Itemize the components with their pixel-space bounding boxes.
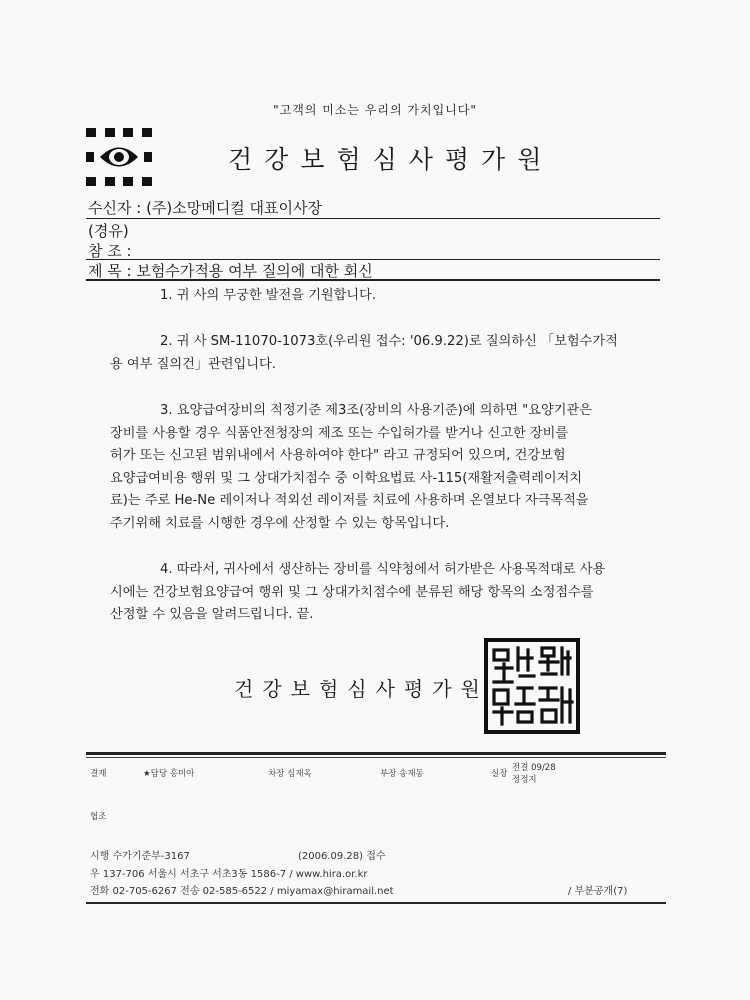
header-divider	[86, 218, 660, 219]
reference-label: 참 조 :	[88, 242, 132, 260]
organization-title: 건강보험심사평가원	[228, 145, 554, 174]
disclosure-status: / 부분공개(7)	[568, 886, 628, 897]
paragraph-line: 장비를 사용할 경우 식품안전청장의 제조 또는 수입허가를 받거나 신고한 장비를	[110, 425, 569, 441]
enforcement-number: 시행 수가기준부-3167	[90, 851, 190, 862]
approver-office: 실장	[491, 769, 508, 779]
paragraph-line: 1. 귀 사의 무궁한 발전을 기원합니다.	[160, 288, 377, 303]
subject-value: 보험수가적용 여부 질의에 대한 회신	[136, 262, 373, 280]
paragraph-line: 료)는 주로 He-Ne 레이저나 적외선 레이저를 치료에 사용하며 온열보다 자극목적을	[110, 493, 589, 508]
enforcement-date: (2006.09.28) 접수	[298, 851, 386, 862]
approver-head: 부장 송재동	[380, 769, 424, 779]
subject-label: 제 목 :	[88, 262, 132, 280]
header-divider	[86, 279, 660, 281]
approval-label: 결재	[90, 769, 107, 779]
approval-rule	[86, 757, 666, 758]
motto: "고객의 미소는 우리의 가치입니다"	[273, 103, 477, 117]
paragraph-line: 용 여부 질의건」관련입니다.	[110, 356, 276, 372]
approval-final: 전결 09/28	[512, 763, 556, 773]
recipient-row	[88, 197, 322, 218]
approver-chief: 차장 심재옥	[268, 769, 312, 779]
recipient-value: (주)소망메디컬 대표이사장	[146, 199, 322, 217]
footer-rule	[86, 902, 666, 904]
paragraph-line: 허가 또는 신고된 범위내에서 사용하여야 한다" 라고 규정되어 있으며, 건강보험	[110, 448, 566, 463]
paragraph-line: 산정할 수 있음을 알려드립니다. 끝.	[110, 607, 314, 622]
via-label: (경유)	[88, 222, 129, 240]
cooperation-label: 협조	[90, 812, 107, 822]
organization-logo-icon	[86, 128, 152, 186]
paragraph-line: 주기위해 치료를 시행한 경우에 산정할 수 있는 항목입니다.	[110, 515, 450, 531]
approval-rule	[86, 752, 666, 755]
postal-address: 우 137-706 서울시 서초구 서초3동 1586-7 / www.hira.or.kr	[90, 869, 368, 880]
reference-row	[88, 240, 132, 261]
approval-final-name: 정정지	[512, 775, 537, 785]
recipient-label: 수신자 :	[88, 199, 142, 217]
contact-info: 전화 02-705-6267 전송 02-585-6522 / miyamax@hiramail.net	[90, 886, 394, 897]
paragraph-2	[110, 331, 676, 376]
approver-manager: ★담당 홍미아	[143, 769, 195, 779]
paragraph-1	[160, 285, 726, 308]
official-seal-icon	[484, 638, 580, 734]
subject-row	[88, 260, 373, 281]
signature-organization: 건강보험심사평가원	[234, 677, 489, 701]
paragraph-line: 4. 따라서, 귀사에서 생산하는 장비를 식약청에서 허가받은 사용목적대로 사용	[160, 562, 606, 577]
paragraph-line: 요양급여비용 행위 및 그 상대가치점수 중 이학요법료 사-115(재활저출력레이저치	[110, 470, 583, 486]
paragraph-line: 시에는 건강보험요양급여 행위 및 그 상대가치점수에 분류된 해당 항목의 소정점수를	[110, 584, 594, 600]
paragraph-line: 2. 귀 사 SM-11070-1073호(우리원 접수: '06.9.22)로 질의하신 「보험수가적	[160, 334, 618, 349]
paragraph-line: 3. 요양급여장비의 적정기준 제3조(장비의 사용기준)에 의하면 "요양기관은	[160, 403, 592, 418]
paragraph-4	[110, 559, 676, 627]
paragraph-3	[110, 400, 676, 535]
